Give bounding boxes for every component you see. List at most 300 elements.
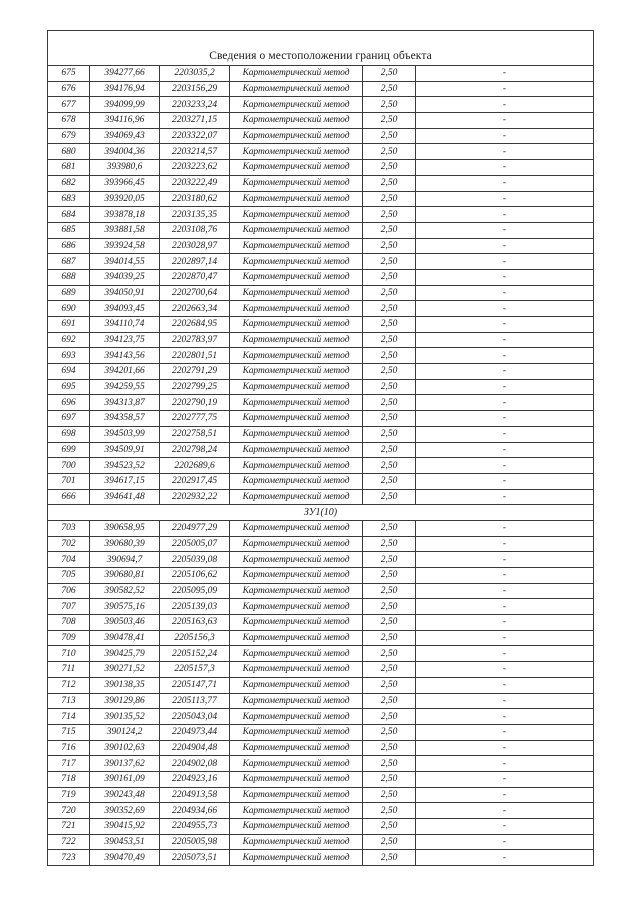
method-cell: Картометрический метод xyxy=(230,113,363,129)
x-coordinate-cell: 390352,69 xyxy=(90,803,160,819)
point-number-cell: 714 xyxy=(48,709,90,725)
section-label: ЗУ1(10) xyxy=(48,505,594,521)
point-number-cell: 717 xyxy=(48,756,90,772)
x-coordinate-cell: 390137,62 xyxy=(90,756,160,772)
x-coordinate-cell: 394116,96 xyxy=(90,113,160,129)
accuracy-cell: 2,50 xyxy=(363,615,416,631)
table-row xyxy=(48,426,594,442)
point-number-cell: 707 xyxy=(48,599,90,615)
y-coordinate-cell: 2204977,29 xyxy=(160,520,230,536)
x-coordinate-cell: 390694,7 xyxy=(90,552,160,568)
description-cell: - xyxy=(416,615,594,631)
method-cell: Картометрический метод xyxy=(230,317,363,333)
point-number-cell: 697 xyxy=(48,411,90,427)
method-cell: Картометрический метод xyxy=(230,693,363,709)
point-number-cell: 704 xyxy=(48,552,90,568)
table-row xyxy=(48,128,594,144)
x-coordinate-cell: 394099,99 xyxy=(90,97,160,113)
x-coordinate-cell: 390138,35 xyxy=(90,677,160,693)
table-row xyxy=(48,803,594,819)
point-number-cell: 705 xyxy=(48,568,90,584)
point-number-cell: 680 xyxy=(48,144,90,160)
table-row xyxy=(48,160,594,176)
point-number-cell: 721 xyxy=(48,819,90,835)
description-cell: - xyxy=(416,489,594,505)
table-row xyxy=(48,175,594,191)
description-cell: - xyxy=(416,740,594,756)
method-cell: Картометрический метод xyxy=(230,81,363,97)
table-row xyxy=(48,693,594,709)
table-row xyxy=(48,599,594,615)
accuracy-cell: 2,50 xyxy=(363,411,416,427)
y-coordinate-cell: 2202758,51 xyxy=(160,426,230,442)
accuracy-cell: 2,50 xyxy=(363,850,416,866)
accuracy-cell: 2,50 xyxy=(363,693,416,709)
accuracy-cell: 2,50 xyxy=(363,473,416,489)
description-cell: - xyxy=(416,66,594,82)
table-row xyxy=(48,787,594,803)
y-coordinate-cell: 2205095,09 xyxy=(160,583,230,599)
description-cell: - xyxy=(416,81,594,97)
table-row xyxy=(48,144,594,160)
accuracy-cell: 2,50 xyxy=(363,238,416,254)
point-number-cell: 677 xyxy=(48,97,90,113)
accuracy-cell: 2,50 xyxy=(363,175,416,191)
x-coordinate-cell: 390124,2 xyxy=(90,724,160,740)
description-cell: - xyxy=(416,693,594,709)
point-number-cell: 712 xyxy=(48,677,90,693)
x-coordinate-cell: 394358,57 xyxy=(90,411,160,427)
y-coordinate-cell: 2202783,97 xyxy=(160,332,230,348)
accuracy-cell: 2,50 xyxy=(363,630,416,646)
document-page xyxy=(47,30,593,866)
y-coordinate-cell: 2204902,08 xyxy=(160,756,230,772)
table-row xyxy=(48,207,594,223)
accuracy-cell: 2,50 xyxy=(363,568,416,584)
description-cell: - xyxy=(416,285,594,301)
description-cell: - xyxy=(416,536,594,552)
accuracy-cell: 2,50 xyxy=(363,662,416,678)
point-number-cell: 679 xyxy=(48,128,90,144)
x-coordinate-cell: 393920,05 xyxy=(90,191,160,207)
description-cell: - xyxy=(416,113,594,129)
method-cell: Картометрический метод xyxy=(230,442,363,458)
table-row xyxy=(48,97,594,113)
x-coordinate-cell: 394201,66 xyxy=(90,364,160,380)
y-coordinate-cell: 2202932,22 xyxy=(160,489,230,505)
method-cell: Картометрический метод xyxy=(230,301,363,317)
description-cell: - xyxy=(416,269,594,285)
method-cell: Картометрический метод xyxy=(230,803,363,819)
description-cell: - xyxy=(416,756,594,772)
point-number-cell: 691 xyxy=(48,317,90,333)
accuracy-cell: 2,50 xyxy=(363,583,416,599)
y-coordinate-cell: 2202700,64 xyxy=(160,285,230,301)
accuracy-cell: 2,50 xyxy=(363,771,416,787)
method-cell: Картометрический метод xyxy=(230,834,363,850)
x-coordinate-cell: 394050,91 xyxy=(90,285,160,301)
y-coordinate-cell: 2203108,76 xyxy=(160,222,230,238)
table-row xyxy=(48,630,594,646)
x-coordinate-cell: 394176,94 xyxy=(90,81,160,97)
method-cell: Картометрический метод xyxy=(230,599,363,615)
description-cell: - xyxy=(416,473,594,489)
description-cell: - xyxy=(416,144,594,160)
accuracy-cell: 2,50 xyxy=(363,97,416,113)
description-cell: - xyxy=(416,222,594,238)
description-cell: - xyxy=(416,395,594,411)
table-row xyxy=(48,473,594,489)
y-coordinate-cell: 2203028,97 xyxy=(160,238,230,254)
table-row xyxy=(48,662,594,678)
y-coordinate-cell: 2202689,6 xyxy=(160,458,230,474)
y-coordinate-cell: 2205073,51 xyxy=(160,850,230,866)
accuracy-cell: 2,50 xyxy=(363,646,416,662)
x-coordinate-cell: 393924,58 xyxy=(90,238,160,254)
description-cell: - xyxy=(416,379,594,395)
description-cell: - xyxy=(416,787,594,803)
accuracy-cell: 2,50 xyxy=(363,552,416,568)
accuracy-cell: 2,50 xyxy=(363,128,416,144)
method-cell: Картометрический метод xyxy=(230,771,363,787)
x-coordinate-cell: 390425,79 xyxy=(90,646,160,662)
description-cell: - xyxy=(416,520,594,536)
x-coordinate-cell: 390582,52 xyxy=(90,583,160,599)
x-coordinate-cell: 394123,75 xyxy=(90,332,160,348)
point-number-cell: 699 xyxy=(48,442,90,458)
description-cell: - xyxy=(416,724,594,740)
point-number-cell: 708 xyxy=(48,615,90,631)
point-number-cell: 715 xyxy=(48,724,90,740)
accuracy-cell: 2,50 xyxy=(363,348,416,364)
x-coordinate-cell: 393980,6 xyxy=(90,160,160,176)
description-cell: - xyxy=(416,175,594,191)
y-coordinate-cell: 2203156,29 xyxy=(160,81,230,97)
y-coordinate-cell: 2205043,04 xyxy=(160,709,230,725)
table-row xyxy=(48,771,594,787)
method-cell: Картометрический метод xyxy=(230,348,363,364)
description-cell: - xyxy=(416,709,594,725)
accuracy-cell: 2,50 xyxy=(363,724,416,740)
accuracy-cell: 2,50 xyxy=(363,113,416,129)
description-cell: - xyxy=(416,160,594,176)
description-cell: - xyxy=(416,207,594,223)
table-row xyxy=(48,850,594,866)
table-row xyxy=(48,411,594,427)
description-cell: - xyxy=(416,254,594,270)
x-coordinate-cell: 394014,55 xyxy=(90,254,160,270)
point-number-cell: 702 xyxy=(48,536,90,552)
point-number-cell: 700 xyxy=(48,458,90,474)
method-cell: Картометрический метод xyxy=(230,207,363,223)
x-coordinate-cell: 390658,95 xyxy=(90,520,160,536)
point-number-cell: 701 xyxy=(48,473,90,489)
point-number-cell: 695 xyxy=(48,379,90,395)
method-cell: Картометрический метод xyxy=(230,238,363,254)
accuracy-cell: 2,50 xyxy=(363,520,416,536)
x-coordinate-cell: 390575,16 xyxy=(90,599,160,615)
table-row xyxy=(48,819,594,835)
method-cell: Картометрический метод xyxy=(230,615,363,631)
method-cell: Картометрический метод xyxy=(230,473,363,489)
point-number-cell: 682 xyxy=(48,175,90,191)
method-cell: Картометрический метод xyxy=(230,740,363,756)
table-row xyxy=(48,81,594,97)
accuracy-cell: 2,50 xyxy=(363,332,416,348)
accuracy-cell: 2,50 xyxy=(363,803,416,819)
method-cell: Картометрический метод xyxy=(230,630,363,646)
accuracy-cell: 2,50 xyxy=(363,677,416,693)
y-coordinate-cell: 2204955,73 xyxy=(160,819,230,835)
accuracy-cell: 2,50 xyxy=(363,66,416,82)
method-cell: Картометрический метод xyxy=(230,646,363,662)
point-number-cell: 676 xyxy=(48,81,90,97)
y-coordinate-cell: 2202917,45 xyxy=(160,473,230,489)
table-row xyxy=(48,740,594,756)
table-title: Сведения о местоположении границ объекта xyxy=(48,31,594,66)
x-coordinate-cell: 394641,48 xyxy=(90,489,160,505)
x-coordinate-cell: 390470,49 xyxy=(90,850,160,866)
y-coordinate-cell: 2205005,07 xyxy=(160,536,230,552)
x-coordinate-cell: 390503,46 xyxy=(90,615,160,631)
table-row xyxy=(48,348,594,364)
description-cell: - xyxy=(416,819,594,835)
y-coordinate-cell: 2205163,63 xyxy=(160,615,230,631)
method-cell: Картометрический метод xyxy=(230,254,363,270)
table-row xyxy=(48,113,594,129)
point-number-cell: 666 xyxy=(48,489,90,505)
table-row xyxy=(48,301,594,317)
y-coordinate-cell: 2203271,15 xyxy=(160,113,230,129)
point-number-cell: 703 xyxy=(48,520,90,536)
method-cell: Картометрический метод xyxy=(230,787,363,803)
method-cell: Картометрический метод xyxy=(230,269,363,285)
accuracy-cell: 2,50 xyxy=(363,426,416,442)
x-coordinate-cell: 394039,25 xyxy=(90,269,160,285)
accuracy-cell: 2,50 xyxy=(363,599,416,615)
x-coordinate-cell: 390453,51 xyxy=(90,834,160,850)
method-cell: Картометрический метод xyxy=(230,568,363,584)
y-coordinate-cell: 2205005,98 xyxy=(160,834,230,850)
x-coordinate-cell: 390102,63 xyxy=(90,740,160,756)
description-cell: - xyxy=(416,411,594,427)
description-cell: - xyxy=(416,850,594,866)
description-cell: - xyxy=(416,332,594,348)
y-coordinate-cell: 2205157,3 xyxy=(160,662,230,678)
accuracy-cell: 2,50 xyxy=(363,254,416,270)
x-coordinate-cell: 393878,18 xyxy=(90,207,160,223)
x-coordinate-cell: 394313,87 xyxy=(90,395,160,411)
description-cell: - xyxy=(416,191,594,207)
point-number-cell: 696 xyxy=(48,395,90,411)
y-coordinate-cell: 2202790,19 xyxy=(160,395,230,411)
x-coordinate-cell: 390135,52 xyxy=(90,709,160,725)
y-coordinate-cell: 2202791,29 xyxy=(160,364,230,380)
table-row xyxy=(48,520,594,536)
description-cell: - xyxy=(416,599,594,615)
accuracy-cell: 2,50 xyxy=(363,787,416,803)
method-cell: Картометрический метод xyxy=(230,426,363,442)
accuracy-cell: 2,50 xyxy=(363,709,416,725)
point-number-cell: 683 xyxy=(48,191,90,207)
accuracy-cell: 2,50 xyxy=(363,222,416,238)
x-coordinate-cell: 390680,39 xyxy=(90,536,160,552)
method-cell: Картометрический метод xyxy=(230,144,363,160)
method-cell: Картометрический метод xyxy=(230,489,363,505)
method-cell: Картометрический метод xyxy=(230,66,363,82)
x-coordinate-cell: 393881,58 xyxy=(90,222,160,238)
method-cell: Картометрический метод xyxy=(230,379,363,395)
point-number-cell: 681 xyxy=(48,160,90,176)
accuracy-cell: 2,50 xyxy=(363,458,416,474)
description-cell: - xyxy=(416,458,594,474)
method-cell: Картометрический метод xyxy=(230,191,363,207)
point-number-cell: 711 xyxy=(48,662,90,678)
x-coordinate-cell: 390271,52 xyxy=(90,662,160,678)
point-number-cell: 678 xyxy=(48,113,90,129)
table-row xyxy=(48,709,594,725)
y-coordinate-cell: 2203223,62 xyxy=(160,160,230,176)
table-row xyxy=(48,552,594,568)
description-cell: - xyxy=(416,348,594,364)
x-coordinate-cell: 390478,41 xyxy=(90,630,160,646)
y-coordinate-cell: 2202801,51 xyxy=(160,348,230,364)
y-coordinate-cell: 2202663,34 xyxy=(160,301,230,317)
table-row xyxy=(48,615,594,631)
description-cell: - xyxy=(416,238,594,254)
point-number-cell: 693 xyxy=(48,348,90,364)
point-number-cell: 689 xyxy=(48,285,90,301)
x-coordinate-cell: 394523,52 xyxy=(90,458,160,474)
accuracy-cell: 2,50 xyxy=(363,81,416,97)
table-row xyxy=(48,646,594,662)
accuracy-cell: 2,50 xyxy=(363,489,416,505)
point-number-cell: 719 xyxy=(48,787,90,803)
point-number-cell: 706 xyxy=(48,583,90,599)
point-number-cell: 698 xyxy=(48,426,90,442)
description-cell: - xyxy=(416,662,594,678)
description-cell: - xyxy=(416,442,594,458)
table-row xyxy=(48,332,594,348)
description-cell: - xyxy=(416,97,594,113)
method-cell: Картометрический метод xyxy=(230,677,363,693)
accuracy-cell: 2,50 xyxy=(363,364,416,380)
y-coordinate-cell: 2205139,03 xyxy=(160,599,230,615)
method-cell: Картометрический метод xyxy=(230,552,363,568)
table-row xyxy=(48,442,594,458)
x-coordinate-cell: 394110,74 xyxy=(90,317,160,333)
table-row xyxy=(48,724,594,740)
accuracy-cell: 2,50 xyxy=(363,301,416,317)
y-coordinate-cell: 2205113,77 xyxy=(160,693,230,709)
description-cell: - xyxy=(416,568,594,584)
method-cell: Картометрический метод xyxy=(230,332,363,348)
method-cell: Картометрический метод xyxy=(230,756,363,772)
x-coordinate-cell: 394093,45 xyxy=(90,301,160,317)
accuracy-cell: 2,50 xyxy=(363,191,416,207)
method-cell: Картометрический метод xyxy=(230,285,363,301)
method-cell: Картометрический метод xyxy=(230,128,363,144)
point-number-cell: 686 xyxy=(48,238,90,254)
table-row xyxy=(48,317,594,333)
point-number-cell: 718 xyxy=(48,771,90,787)
description-cell: - xyxy=(416,803,594,819)
x-coordinate-cell: 390161,09 xyxy=(90,771,160,787)
description-cell: - xyxy=(416,128,594,144)
table-row xyxy=(48,66,594,82)
y-coordinate-cell: 2204973,44 xyxy=(160,724,230,740)
x-coordinate-cell: 390129,86 xyxy=(90,693,160,709)
y-coordinate-cell: 2204913,58 xyxy=(160,787,230,803)
accuracy-cell: 2,50 xyxy=(363,740,416,756)
table-row xyxy=(48,191,594,207)
y-coordinate-cell: 2204923,16 xyxy=(160,771,230,787)
description-cell: - xyxy=(416,364,594,380)
y-coordinate-cell: 2203135,35 xyxy=(160,207,230,223)
y-coordinate-cell: 2202684,95 xyxy=(160,317,230,333)
accuracy-cell: 2,50 xyxy=(363,756,416,772)
table-row xyxy=(48,677,594,693)
method-cell: Картометрический метод xyxy=(230,364,363,380)
table-row xyxy=(48,379,594,395)
description-cell: - xyxy=(416,834,594,850)
method-cell: Картометрический метод xyxy=(230,520,363,536)
accuracy-cell: 2,50 xyxy=(363,834,416,850)
method-cell: Картометрический метод xyxy=(230,662,363,678)
accuracy-cell: 2,50 xyxy=(363,379,416,395)
table-row xyxy=(48,285,594,301)
point-number-cell: 713 xyxy=(48,693,90,709)
boundary-table-body xyxy=(48,31,594,866)
table-row xyxy=(48,395,594,411)
point-number-cell: 690 xyxy=(48,301,90,317)
boundary-table xyxy=(47,30,594,866)
description-cell: - xyxy=(416,630,594,646)
point-number-cell: 687 xyxy=(48,254,90,270)
method-cell: Картометрический метод xyxy=(230,395,363,411)
y-coordinate-cell: 2205039,08 xyxy=(160,552,230,568)
point-number-cell: 716 xyxy=(48,740,90,756)
accuracy-cell: 2,50 xyxy=(363,395,416,411)
accuracy-cell: 2,50 xyxy=(363,536,416,552)
y-coordinate-cell: 2202798,24 xyxy=(160,442,230,458)
point-number-cell: 723 xyxy=(48,850,90,866)
method-cell: Картометрический метод xyxy=(230,222,363,238)
table-row xyxy=(48,269,594,285)
table-row xyxy=(48,458,594,474)
point-number-cell: 675 xyxy=(48,66,90,82)
point-number-cell: 694 xyxy=(48,364,90,380)
table-row xyxy=(48,756,594,772)
method-cell: Картометрический метод xyxy=(230,850,363,866)
y-coordinate-cell: 2203322,07 xyxy=(160,128,230,144)
x-coordinate-cell: 390415,92 xyxy=(90,819,160,835)
table-row xyxy=(48,238,594,254)
method-cell: Картометрический метод xyxy=(230,160,363,176)
accuracy-cell: 2,50 xyxy=(363,160,416,176)
point-number-cell: 685 xyxy=(48,222,90,238)
accuracy-cell: 2,50 xyxy=(363,144,416,160)
y-coordinate-cell: 2202777,75 xyxy=(160,411,230,427)
x-coordinate-cell: 394004,36 xyxy=(90,144,160,160)
method-cell: Картометрический метод xyxy=(230,724,363,740)
accuracy-cell: 2,50 xyxy=(363,317,416,333)
y-coordinate-cell: 2203233,24 xyxy=(160,97,230,113)
y-coordinate-cell: 2205156,3 xyxy=(160,630,230,646)
y-coordinate-cell: 2202897,14 xyxy=(160,254,230,270)
y-coordinate-cell: 2205106,62 xyxy=(160,568,230,584)
table-row xyxy=(48,583,594,599)
